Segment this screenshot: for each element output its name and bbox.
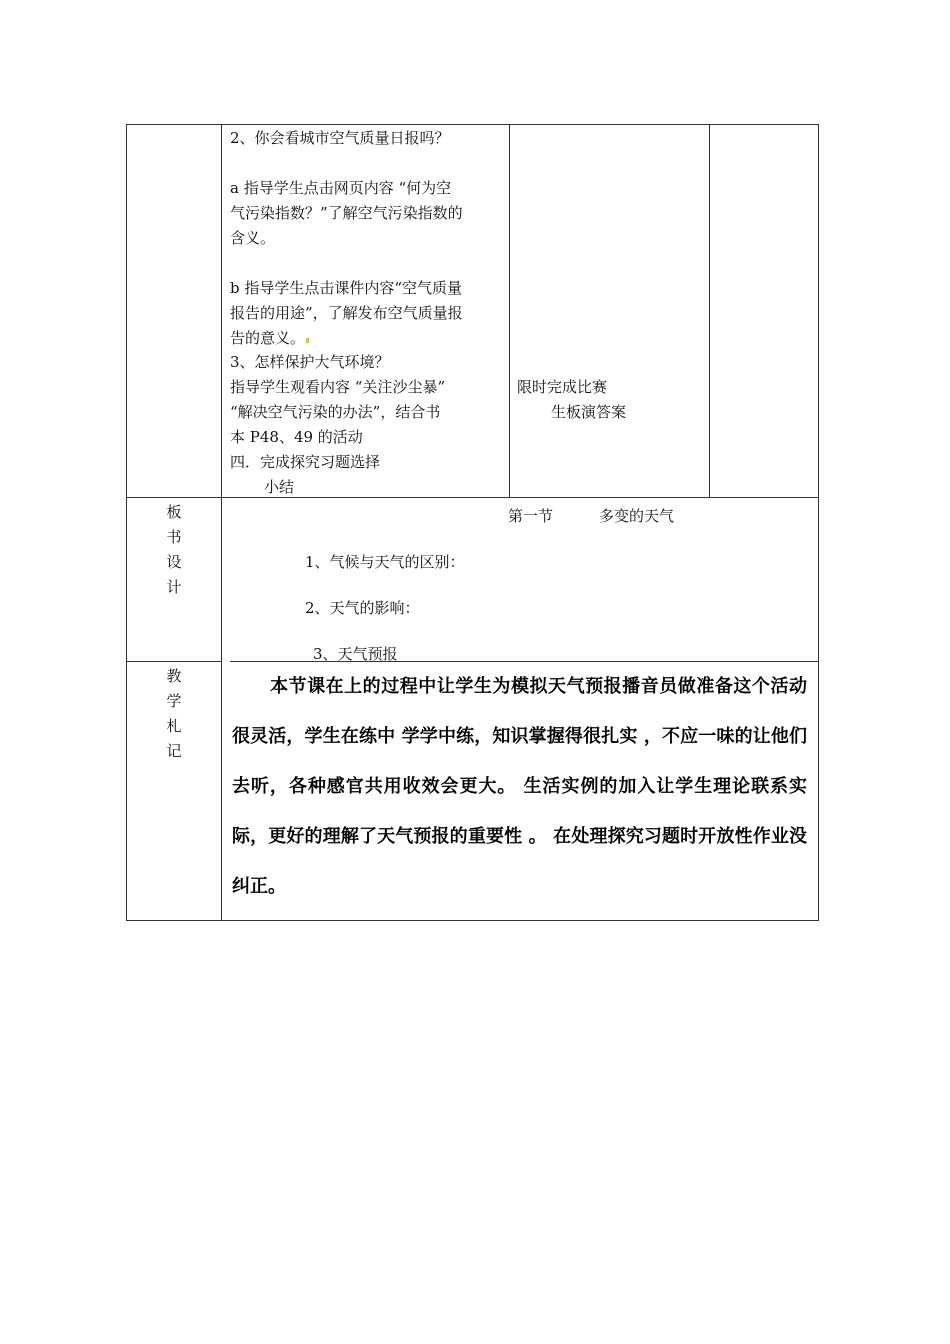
teaching-notes-text xyxy=(232,662,807,912)
label-column-divider xyxy=(221,124,222,921)
label-char: 记 xyxy=(166,742,182,760)
summary: 小结 xyxy=(264,478,295,496)
step-b-line-3-text: 告的意义。 xyxy=(230,329,306,347)
student-activity-line-2: 生板演答案 xyxy=(551,403,627,421)
question-3-line-4: 本 P48、49 的活动 xyxy=(230,428,363,446)
step-4: 四．完成探究习题选择 xyxy=(230,453,381,471)
board-section: 第一节 xyxy=(508,507,554,525)
row-divider-board xyxy=(126,497,819,498)
board-item-3: 3、天气预报 xyxy=(313,645,398,663)
label-char: 设 xyxy=(166,553,182,571)
student-activity-line-1: 限时完成比赛 xyxy=(517,378,608,396)
label-char: 教 xyxy=(166,667,182,685)
step-a-line-2: 气污染指数？”了解空气污染指数的 xyxy=(230,204,463,222)
question-3-line-1: 3、怎样保护大气环境？ xyxy=(230,353,390,371)
step-a-line-1: a 指导学生点击网页内容 “何为空 xyxy=(230,179,452,197)
table-bottom-border xyxy=(126,920,819,921)
row-divider-notes-left xyxy=(126,661,222,662)
step-b-line-1: b 指导学生点击课件内容“空气质量 xyxy=(230,279,463,297)
label-char: 板 xyxy=(166,503,182,521)
board-title: 多变的天气 xyxy=(599,507,675,525)
label-char: 计 xyxy=(166,578,182,596)
table-top-border xyxy=(126,124,819,125)
step-b-line-3 xyxy=(230,326,309,351)
question-3-line-2: 指导学生观看内容 “关注沙尘暴” xyxy=(230,378,446,396)
question-3-line-3: “解决空气污染的办法”，结合书 xyxy=(230,403,441,421)
label-char: 学 xyxy=(166,692,182,710)
board-design-label xyxy=(127,500,221,600)
scan-mark xyxy=(306,338,309,343)
label-char: 札 xyxy=(166,717,182,735)
table-right-border xyxy=(818,124,819,921)
teaching-notes-paragraph: 本节课在上的过程中让学生为模拟天气预报播音员做准备这个活动很灵活，学生在练中 学学中练，知识掌握得很扎实 ，不应一味的让他们去听，各种感官共用收效会更大。 生活实例的加入让学生理论联系实际，更好的理解了天气预报的重要性 。 在处理探究习题时开放性作业没纠正。 xyxy=(232,676,807,897)
board-item-1: 1、气候与天气的区别： xyxy=(305,553,465,571)
step-b-line-2: 报告的用途”，了解发布空气质量报 xyxy=(230,304,463,322)
label-char: 书 xyxy=(166,528,182,546)
board-item-2: 2、天气的影响： xyxy=(305,599,420,617)
question-2: 2、你会看城市空气质量日报吗？ xyxy=(230,129,450,147)
student-column-divider xyxy=(709,124,710,498)
step-a-line-3: 含义。 xyxy=(230,229,276,247)
process-column-divider xyxy=(509,124,510,498)
teaching-notes-label xyxy=(127,664,221,764)
